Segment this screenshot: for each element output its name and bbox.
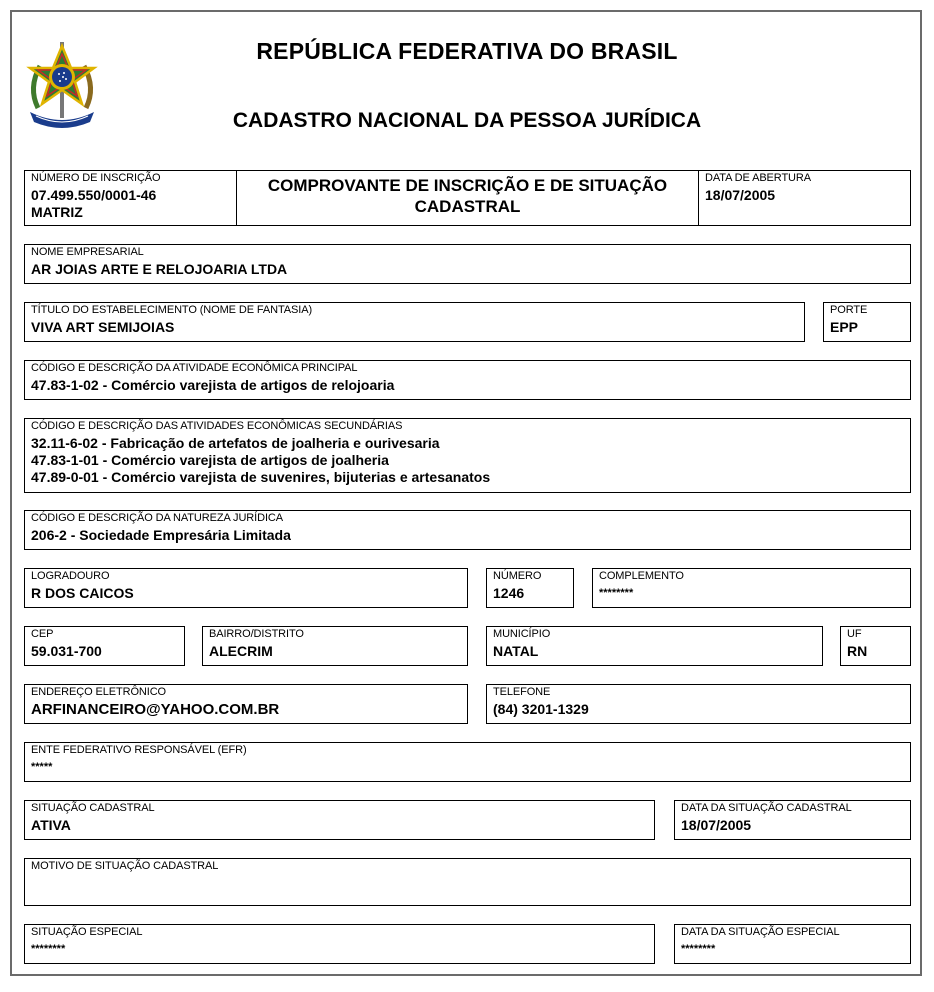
complemento-box	[592, 568, 911, 608]
telefone-value: (84) 3201-1329	[493, 701, 589, 717]
motivo-label: MOTIVO DE SITUAÇÃO CADASTRAL	[31, 860, 219, 872]
numero-value: 1246	[493, 585, 525, 601]
numero-label: NÚMERO	[493, 570, 542, 582]
data-situacao-especial-value: ********	[681, 943, 716, 955]
fantasia-box	[24, 302, 805, 342]
email-value: ARFINANCEIRO@YAHOO.COM.BR	[31, 701, 280, 718]
bairro-box	[202, 626, 468, 666]
uf-box	[840, 626, 911, 666]
data-situacao-especial-label: DATA DA SITUAÇÃO ESPECIAL	[681, 926, 840, 938]
motivo-box	[24, 858, 911, 906]
atividades-secundarias-label: CÓDIGO E DESCRIÇÃO DAS ATIVIDADES ECONÔMICAS SECUNDÁRIAS	[31, 420, 403, 432]
page-subtitle: CADASTRO NACIONAL DA PESSOA JURÍDICA	[232, 109, 702, 132]
natureza-juridica-box	[24, 510, 911, 550]
situacao-especial-value: ********	[31, 943, 66, 955]
data-situacao-especial-box	[674, 924, 911, 964]
porte-box	[823, 302, 911, 342]
efr-value: *****	[31, 761, 53, 773]
inscricao-tipo: MATRIZ	[31, 204, 83, 220]
atividades-secundarias-box	[24, 418, 911, 493]
comprovante-title-line2: CADASTRAL	[414, 197, 521, 216]
cep-box	[24, 626, 185, 666]
abertura-value: 18/07/2005	[705, 187, 776, 203]
data-situacao-box	[674, 800, 911, 840]
porte-label: PORTE	[830, 304, 868, 316]
atividade-secundaria-item: 32.11-6-02 - Fabricação de artefatos de joalheria e ourivesaria	[31, 435, 440, 451]
telefone-label: TELEFONE	[493, 686, 551, 698]
municipio-box	[486, 626, 823, 666]
situacao-label: SITUAÇÃO CADASTRAL	[31, 802, 155, 814]
inscricao-value: 07.499.550/0001-46	[31, 187, 157, 203]
fantasia-label: TÍTULO DO ESTABELECIMENTO (NOME DE FANTASIA)	[31, 304, 313, 316]
logradouro-value: R DOS CAICOS	[31, 585, 134, 601]
atividade-secundaria-item: 47.83-1-01 - Comércio varejista de artigos de joalheria	[31, 452, 389, 468]
situacao-especial-box	[24, 924, 655, 964]
situacao-box	[24, 800, 655, 840]
complemento-label: COMPLEMENTO	[599, 570, 684, 582]
email-box	[24, 684, 468, 724]
natureza-juridica-value: 206-2 - Sociedade Empresária Limitada	[31, 527, 291, 543]
uf-value: RN	[847, 643, 868, 659]
numero-box	[486, 568, 574, 608]
inscricao-label: NÚMERO DE INSCRIÇÃO	[31, 172, 161, 184]
logradouro-box	[24, 568, 468, 608]
logradouro-label: LOGRADOURO	[31, 570, 110, 582]
porte-value: EPP	[830, 319, 859, 335]
natureza-juridica-label: CÓDIGO E DESCRIÇÃO DA NATUREZA JURÍDICA	[31, 512, 283, 524]
municipio-value: NATAL	[493, 643, 539, 659]
situacao-value: ATIVA	[31, 817, 71, 833]
data-situacao-value: 18/07/2005	[681, 817, 752, 833]
complemento-value: ********	[599, 587, 634, 599]
email-label: ENDEREÇO ELETRÔNICO	[31, 686, 167, 698]
abertura-box	[698, 170, 911, 226]
comprovante-box	[236, 170, 699, 226]
data-situacao-label: DATA DA SITUAÇÃO CADASTRAL	[681, 802, 852, 814]
bairro-value: ALECRIM	[209, 643, 273, 659]
telefone-box	[486, 684, 911, 724]
municipio-label: MUNICÍPIO	[493, 628, 551, 640]
nome-empresarial-value: AR JOIAS ARTE E RELOJOARIA LTDA	[31, 261, 288, 277]
atividade-principal-box	[24, 360, 911, 400]
abertura-label: DATA DE ABERTURA	[705, 172, 811, 184]
nome-empresarial-label: NOME EMPRESARIAL	[31, 246, 144, 258]
atividade-secundaria-item: 47.89-0-01 - Comércio varejista de suvenires, bijuterias e artesanatos	[31, 469, 491, 485]
situacao-especial-label: SITUAÇÃO ESPECIAL	[31, 926, 143, 938]
comprovante-title-line1: COMPROVANTE DE INSCRIÇÃO E DE SITUAÇÃO	[267, 176, 668, 195]
cep-value: 59.031-700	[31, 643, 102, 659]
efr-box	[24, 742, 911, 782]
uf-label: UF	[847, 628, 862, 640]
fantasia-value: VIVA ART SEMIJOIAS	[31, 319, 175, 335]
page-title: REPÚBLICA FEDERATIVA DO BRASIL	[256, 38, 678, 64]
inscricao-box	[24, 170, 237, 226]
efr-label: ENTE FEDERATIVO RESPONSÁVEL (EFR)	[31, 744, 247, 756]
cep-label: CEP	[31, 628, 54, 640]
nome-empresarial-box	[24, 244, 911, 284]
atividade-principal-label: CÓDIGO E DESCRIÇÃO DA ATIVIDADE ECONÔMICA PRINCIPAL	[31, 362, 358, 374]
atividade-principal-value: 47.83-1-02 - Comércio varejista de artigos de relojoaria	[31, 377, 395, 393]
bairro-label: BAIRRO/DISTRITO	[209, 628, 304, 640]
